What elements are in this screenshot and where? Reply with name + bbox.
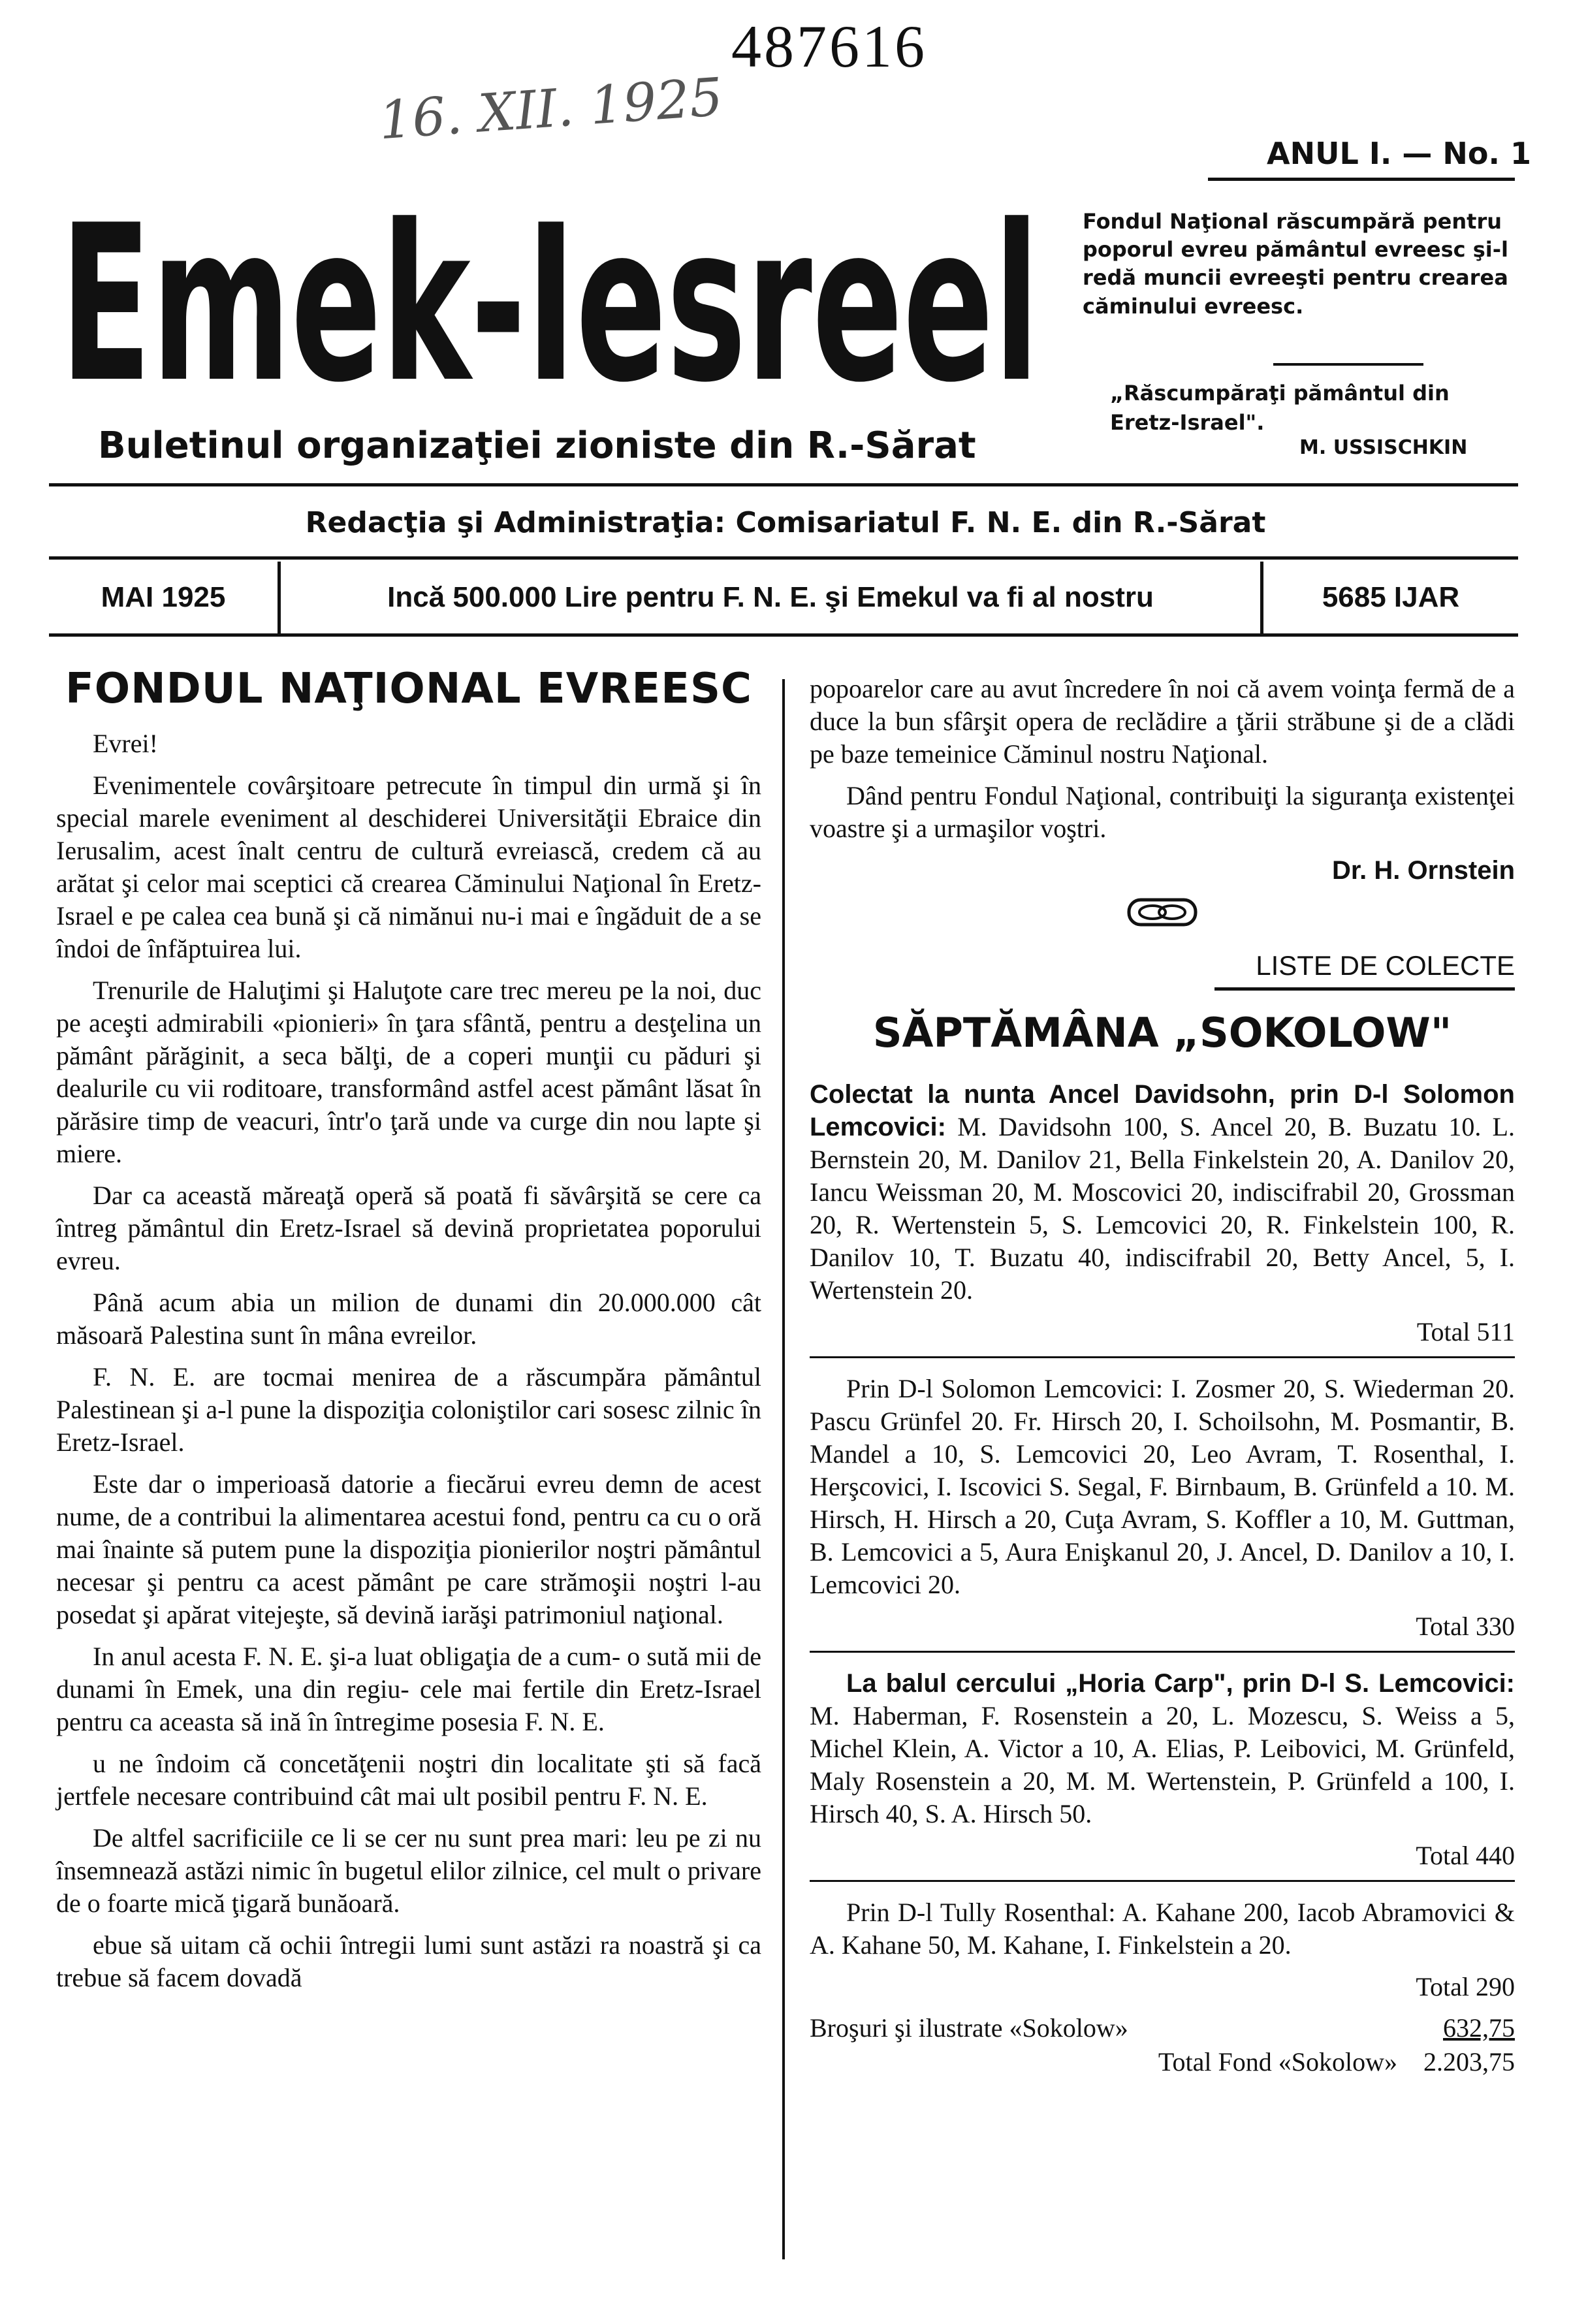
collection-lead: Prin D-l Tully Rosenthal: — [846, 1898, 1116, 1927]
issue-date: MAI 1925 — [101, 581, 226, 613]
section-label: LISTE DE COLECTE — [1256, 950, 1515, 981]
collection-block — [810, 1667, 1515, 1830]
masthead-subtitle: Buletinul organizaţiei zioniste din R.-Sărat — [98, 424, 976, 467]
handwritten-date: 16. XII. 1925 — [377, 66, 725, 151]
article-paragraph: Trenurile de Haluţimi şi Haluţote care trec mereu pe la noi, duc pe aceşti admirabili «pionieri» în ţara sfântă, pentru a desţelina un pământ părăginit, a seca bălţi, de a coperi munţii cu păduri şi dealurile cu vii roditoare, transformând astfel acest pământ lăsat în părăsire timp de veacuri, într'o ţară unde va curge din nou lapte şi miere. — [56, 976, 761, 1168]
article-paragraph: Dar ca această măreaţă operă să poată fi săvârşită se cere ca întreg pământul din Eretz-Israel să devină proprietatea poporului evreu. — [56, 1181, 761, 1275]
article-greeting: Evrei! — [93, 729, 158, 758]
collection-donors: M. Haberman, F. Rosenstein a 20, L. Mozescu, S. Weiss a 5, Michel Klein, A. Victor a 10, A. Elias, P. Leibovici, M. Grünfeld, Maly Rosenstein a 20, M. M. Wertenstein, P. Grünfeld a 100, I. Hirsch 40, S. A. Hirsch 50. — [810, 1701, 1515, 1828]
serial-number: 487616 — [731, 13, 927, 80]
collection-divider — [810, 1356, 1515, 1358]
collection-total: Total 290 — [1416, 1972, 1515, 2001]
redactia-line: Redacţia şi Administraţia: Comisariatul F. N. E. din R.-Sărat — [305, 506, 1266, 539]
article-paragraph: In anul acesta F. N. E. şi-a luat obligaţia de a cum- o sută mii de dunami în Emek, una din regiu- cele mai fertile din Eretz-Israel pentru ca aceasta să ină în întregime posesia F. N. E. — [56, 1642, 761, 1736]
article-paragraph: Până acum abia un milion de dunami din 20.000.000 cât măsoară Palestina sunt în mâna evreilor. — [56, 1288, 761, 1350]
section-label-rule — [1214, 987, 1515, 991]
ornament-icon — [810, 896, 1515, 936]
article-paragraph: u ne îndoim că concetăţenii noştri din localitate şti să facă jertfele necesare contribuind cât mai ult posibil pentru F. N. E. — [56, 1749, 761, 1811]
infobar-top-rule — [49, 556, 1518, 560]
article-paragraph: F. N. E. are tocmai menirea de a răscumpăra pământul Palestinean şi a-l pune la dispoziţia coloniştilor cari sosesc zilnic în Eretz-Israel. — [56, 1362, 761, 1457]
collection-divider — [810, 1651, 1515, 1653]
collection-donors: I. Zosmer 20, S. Wiederman 20. Pascu Grünfel 20. Fr. Hirsch 20, I. Schoilsohn, M. Posmantir, B. Mandel a 10, S. Lemcovici 20, Leo Avram, T. Rosenthal, I. Herşcovici, I. Iscovici S. Segal, F. Birnbaum, B. Grünfeld a 10. M. Hirsch, H. Hirsch a 20, Cuţa Avram, S. Koffler a 10, M. Guttman, B. Lemcovici a 5, Aura Enişkanul 20, J. Ancel, D. Danilov a 10, I. Lemcovici 20. — [810, 1374, 1515, 1599]
collection-block — [810, 1896, 1515, 1962]
collection-lead: Prin D-l Solomon Lemcovici: — [846, 1374, 1164, 1403]
article-paragraph: Evenimentele covârşitoare petrecute în timpul din urmă şi în special marele eveniment al deschiderei Universităţii Ebraice din Ierusalim, acest înalt centru de cultură evreiască, credem că au arătat şi celor mai sceptici că crearea Căminului Naţional în Eretz-Israel e pe calea cea bună şi că nimănui nu-i mai e îngăduit de a se îndoi de înfăptuirea lui. — [56, 771, 761, 963]
article-right-column — [810, 673, 1515, 2079]
article-continuation: Dând pentru Fondul Naţional, contribuiţi la siguranţa existenţei voastre şi a urmaşilor voştri. — [810, 781, 1515, 843]
article-paragraph: De altfel sacrificiile ce li se cer nu sunt prea mari: leu pe zi nu însemnează astăzi nimic în bugetul elilor zilnice, cel mult o privare de o foarte mică ţigară bunăoară. — [56, 1823, 761, 1918]
brosuri-value: 632,75 — [1443, 2013, 1515, 2043]
quote-text: „Răscumpăraţi pământul din Eretz-Israel". — [1110, 381, 1450, 435]
masthead-title-text: Emek-Iesreel — [60, 179, 1039, 424]
masthead-title — [60, 131, 1039, 424]
brosuri-label: Broşuri şi ilustrate «Sokolow» — [810, 2013, 1128, 2043]
brosuri-row — [810, 2011, 1515, 2045]
collection-total: Total 440 — [1416, 1841, 1515, 1870]
quote-author: M. USSISCHKIN — [1299, 436, 1468, 459]
collection-lead: Colectat la nunta Ancel Davidsohn, prin D-l Solomon Lemcovici: — [810, 1080, 1515, 1141]
slogan: Incă 500.000 Lire pentru F. N. E. şi Emekul va fi al nostru — [387, 581, 1154, 613]
hebrew-date: 5685 IJAR — [1322, 581, 1460, 613]
motto-text: Fondul Naţional răscumpără pentru poporul evreu pământul evreesc şi-l redă muncii evreeşti pentru crearea căminului evreesc. — [1083, 209, 1508, 319]
issue-divider — [1208, 178, 1515, 181]
fond-total-row — [810, 2045, 1515, 2079]
infobar-bottom-rule — [49, 633, 1518, 637]
article-headline: FONDUL NAŢIONAL EVREESC — [65, 665, 753, 713]
column-divider — [782, 679, 785, 2259]
collection-divider — [810, 1880, 1515, 1882]
article-left-column — [56, 665, 761, 2003]
article-signature: Dr. H. Ornstein — [1331, 856, 1515, 885]
article-continuation: popoarelor care au avut încredere în noi că avem voinţa fermă de a duce la bun sfârşit opera de reclădire a ţării străbune şi de a clădi pe baze temeinice Căminul nostru Naţional. — [810, 674, 1515, 769]
article-paragraph: ebue să uitam că ochii întregii lumi sunt astăzi ra noastră şi ca trebue să facem dovadă — [56, 1930, 761, 1992]
collections-title: SĂPTĂMÂNA „SOKOLOW" — [872, 1009, 1452, 1057]
motto-divider — [1273, 363, 1423, 366]
collection-total: Total 511 — [1416, 1317, 1515, 1346]
collection-donors: A. Kahane 200, Iacob Abramovici & A. Kahane 50, M. Kahane, I. Finkelstein a 20. — [810, 1898, 1515, 1960]
collection-donors: M. Davidsohn 100, S. Ancel 20, B. Buzatu 10. L. Bernstein 20, M. Danilov 21, Bella Finkelstein 20, A. Danilov 20, Iancu Weissman 20, M. Moscovici 20, indiscifrabil 20, Grossman 20, R. Wertenstein 5, S. Lemcovici 20, R. Finkelstein 100, R. Danilov 10, T. Buzatu 40, indiscifrabil 20, Betty Ancel, 5, I. Wertenstein 20. — [810, 1112, 1515, 1305]
fond-total-value: 2.203,75 — [1423, 2047, 1515, 2077]
article-paragraph: Este dar o imperioasă datorie a fiecărui evreu demn de acest nume, de a contribui la alimentarea acestui fond, pentru ca cu o oră mai înainte să putem pune la dispoziţia pionierilor noştri pământul necesar şi pentru ca acest pământ pe care strămoşii noştri l-au posedat şi apărat vitejeşte, să devină iarăşi patrimoniul naţional. — [56, 1469, 761, 1629]
infobar — [49, 562, 1518, 633]
issue-number: ANUL I. — No. 1 — [1267, 136, 1531, 171]
collection-block — [810, 1373, 1515, 1601]
header-rule — [49, 483, 1518, 486]
fond-total-label: Total Fond «Sokolow» — [1158, 2047, 1397, 2077]
collection-total: Total 330 — [1416, 1612, 1515, 1641]
collection-block — [810, 1078, 1515, 1307]
collection-lead: La balul cercului „Horia Carp", prin D-l S. Lemcovici: — [846, 1669, 1515, 1698]
